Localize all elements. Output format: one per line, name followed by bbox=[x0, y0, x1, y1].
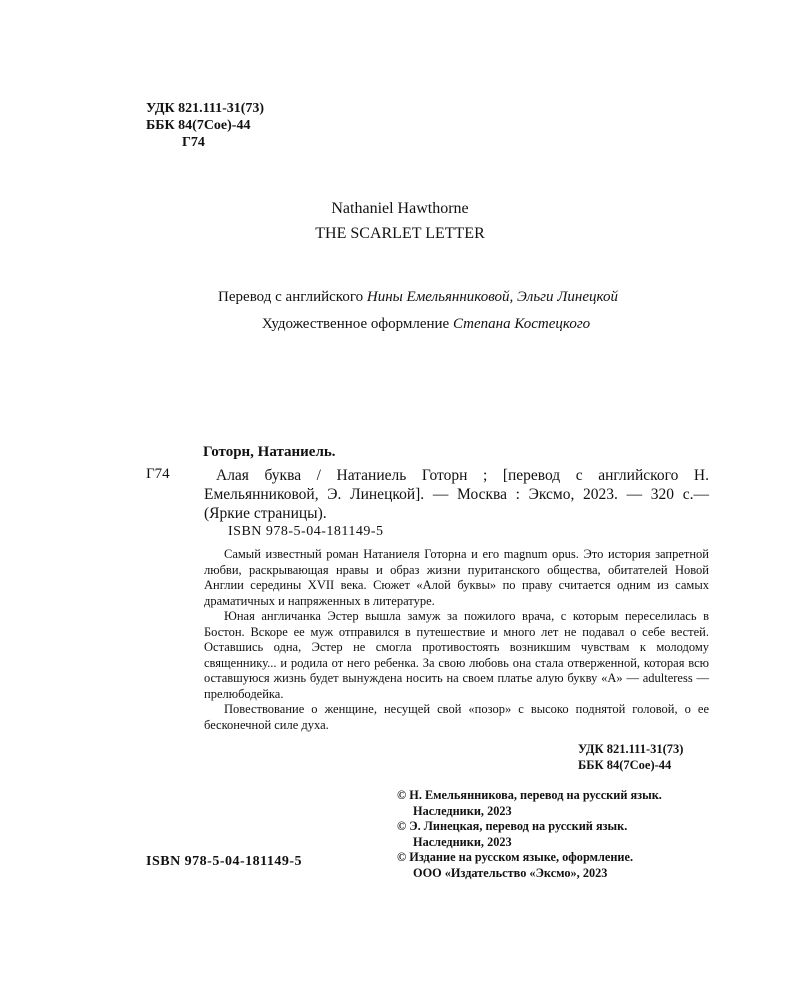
annotation-paragraph: Юная англичанка Эстер вышла замуж за пожилого врача, с которым переселилась в Бостон. Вскоре ее муж отправился в путешествие и много лет не подавал о себе вестей. Оставшись одна, Эстер не смогла противостоять возникшим чувствам к молодому священнику... и родила от него ребенка. За свою любовь она стала отверженной, которая всю оставшуюся жизнь будет вынуждена носить на своем платье алую букву «А» — adulteress — прелюбодейка. bbox=[204, 609, 709, 701]
copyright-line: © Н. Емельянникова, перевод на русский язык. bbox=[397, 788, 662, 802]
art-prefix: Художественное оформление bbox=[261, 316, 450, 332]
copyright-entry bbox=[397, 850, 662, 881]
catalog-description bbox=[204, 466, 709, 523]
translation-credit bbox=[18, 289, 800, 306]
original-title: THE SCARLET LETTER bbox=[315, 225, 485, 242]
catalog-code: Г74 bbox=[146, 466, 170, 482]
bottom-classification bbox=[578, 741, 683, 773]
copyright-line: Наследники, 2023 bbox=[413, 834, 512, 849]
artist-name: Степана Костецкого bbox=[452, 316, 591, 332]
catalog-isbn: ISBN 978-5-04-181149-5 bbox=[228, 524, 384, 539]
copyright-line: ООО «Издательство «Эксмо», 2023 bbox=[413, 865, 608, 880]
copyright-line: © Э. Линецкая, перевод на русский язык. bbox=[397, 819, 628, 833]
translators-names: Нины Емельянниковой, Эльги Линецкой bbox=[366, 289, 618, 305]
annotation-paragraph: Повествование о женщине, несущей свой «позор» с высоко поднятой головой, о ее бесконечной силе духа. bbox=[204, 702, 709, 732]
isbn-bottom: ISBN 978-5-04-181149-5 bbox=[146, 854, 303, 869]
art-credit bbox=[26, 316, 800, 333]
translation-prefix: Перевод с английского bbox=[218, 289, 364, 305]
copyright-block bbox=[397, 788, 662, 881]
bottom-udk: УДК 821.111-31(73) bbox=[578, 742, 684, 756]
classification-block bbox=[146, 100, 264, 151]
original-author: Nathaniel Hawthorne bbox=[331, 200, 469, 217]
catalog-description-text: Алая буква / Натаниель Готорн ; [перевод с английского Н. Емельянниковой, Э. Линецкой]. — Москва : Эксмо, 2023. — 320 с.— (Яркие страницы). bbox=[204, 467, 709, 522]
annotation-paragraph: Самый известный роман Натаниеля Готорна и его magnum opus. Это история запретной любви, раскрывающая нравы и образ жизни пуританского общества, обитателей Новой Англии середины XVII века. Сюжет «Алой буквы» по праву считается одним из самых драматичных и напряженных в литературе. bbox=[204, 547, 709, 608]
udk-code: УДК 821.111-31(73) bbox=[146, 101, 265, 116]
bottom-bbk: ББК 84(7Сое)-44 bbox=[578, 758, 672, 772]
author-mark: Г74 bbox=[182, 135, 205, 150]
copyright-line: Наследники, 2023 bbox=[413, 803, 512, 818]
copyright-entry bbox=[397, 819, 662, 850]
catalog-author-heading: Готорн, Натаниель. bbox=[203, 444, 336, 460]
annotation bbox=[204, 547, 709, 733]
copyright-line: © Издание на русском языке, оформление. bbox=[397, 850, 634, 864]
copyright-entry bbox=[397, 788, 662, 819]
bbk-code: ББК 84(7Сое)-44 bbox=[146, 118, 251, 133]
